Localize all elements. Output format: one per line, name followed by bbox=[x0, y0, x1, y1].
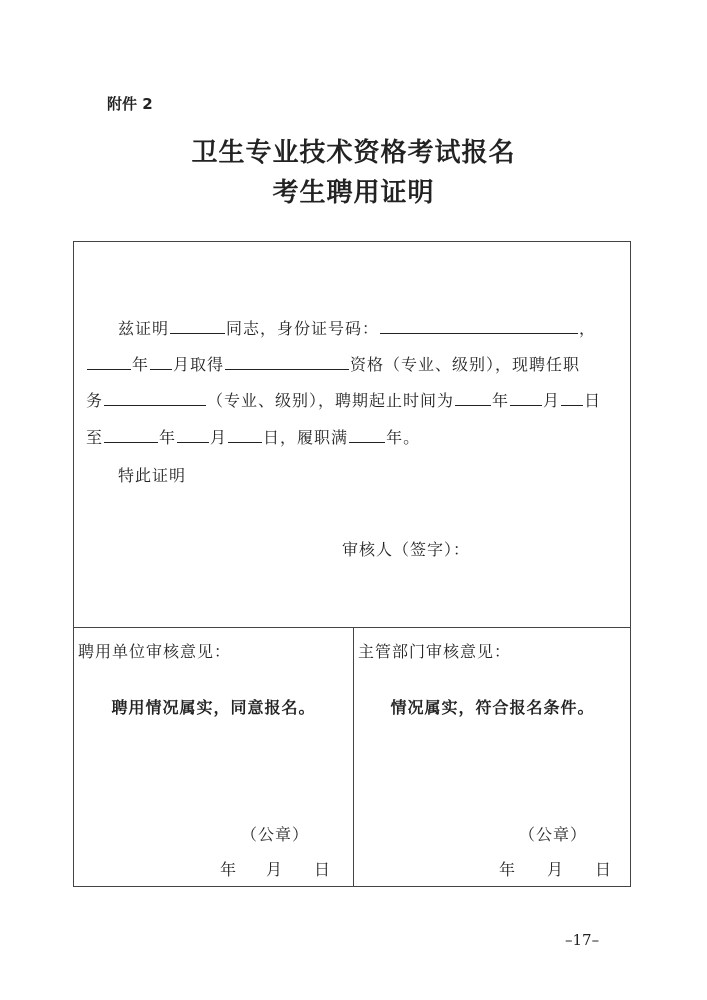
service-years-blank[interactable] bbox=[349, 426, 385, 443]
reviewer-signature-label: 审核人（签字）： bbox=[342, 540, 471, 559]
obtain-month-blank[interactable] bbox=[150, 353, 172, 370]
authority-seal-label: （公章） bbox=[519, 825, 588, 844]
document-title: 卫生专业技术资格考试报名 bbox=[191, 138, 516, 168]
start-month-blank[interactable] bbox=[510, 389, 542, 406]
authority-review-label: 主管部门审核意见： bbox=[358, 642, 512, 661]
employer-seal-label: （公章） bbox=[241, 825, 310, 844]
authority-date: 年 月 日 bbox=[499, 860, 612, 879]
authority-review-opinion: 情况属实，符合报名条件。 bbox=[390, 698, 595, 717]
position-blank[interactable] bbox=[104, 389, 206, 406]
employer-date: 年 月 日 bbox=[220, 860, 331, 879]
attachment-label: 附件 2 bbox=[107, 95, 153, 113]
start-year-blank[interactable] bbox=[455, 389, 491, 406]
qualification-blank[interactable] bbox=[225, 353, 349, 370]
end-year-blank[interactable] bbox=[104, 426, 158, 443]
certificate-line-4: 至 年 月 日，履职满 年。 bbox=[86, 428, 421, 447]
special-statement: 特此证明 bbox=[118, 466, 187, 485]
certificate-form bbox=[73, 241, 631, 887]
obtain-year-blank[interactable] bbox=[87, 353, 131, 370]
employer-review-label: 聘用单位审核意见： bbox=[78, 642, 232, 661]
certificate-line-2: 年 月取得 资格（专业、级别），现聘任职 bbox=[86, 352, 580, 375]
certificate-line-3: 务 （专业、级别），聘期起止时间为 年 月 日 bbox=[86, 391, 602, 410]
authority-review-panel bbox=[354, 627, 631, 886]
end-day-blank[interactable] bbox=[228, 426, 262, 443]
start-day-blank[interactable] bbox=[561, 389, 583, 406]
end-month-blank[interactable] bbox=[177, 426, 209, 443]
name-blank[interactable] bbox=[170, 317, 225, 334]
employer-review-opinion: 聘用情况属实，同意报名。 bbox=[111, 698, 316, 717]
certificate-line-1: 兹证明 同志，身份证号码： ， bbox=[118, 319, 597, 338]
employer-review-panel bbox=[74, 627, 353, 886]
document-subtitle: 考生聘用证明 bbox=[272, 178, 435, 208]
id-number-blank[interactable] bbox=[380, 317, 578, 334]
page-number: –17– bbox=[565, 931, 600, 949]
